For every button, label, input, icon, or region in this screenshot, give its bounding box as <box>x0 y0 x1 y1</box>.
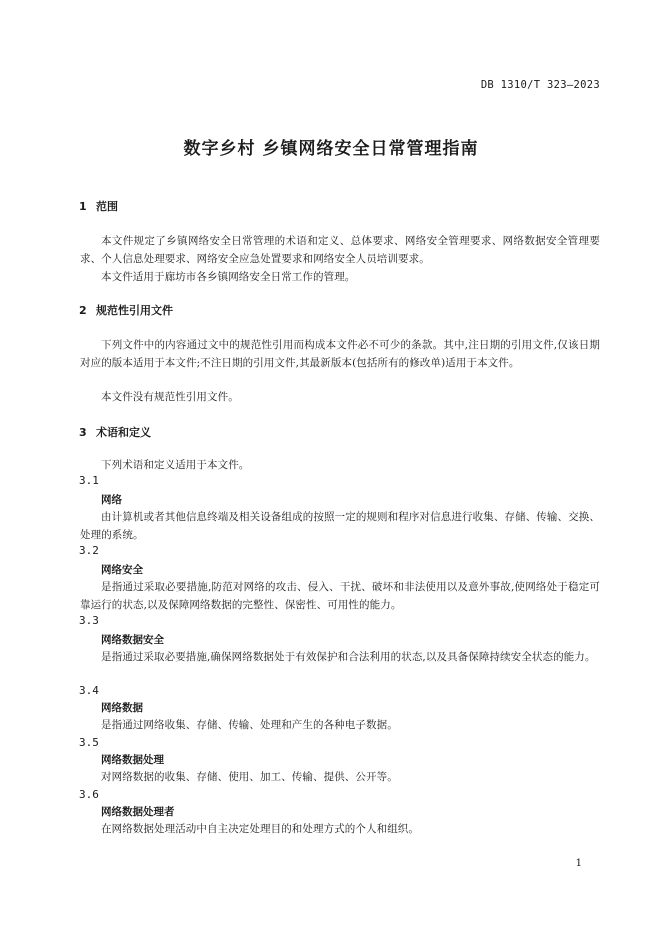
section-2-heading <box>79 302 173 318</box>
section-1-heading <box>79 198 118 214</box>
term-number: 3.4 <box>79 684 99 697</box>
paragraph: 本文件规定了乡镇网络安全日常管理的术语和定义、总体要求、网络安全管理要求、网络数据安全管理要求、个人信息处理要求、网络安全应急处置要求和网络安全人员培训要求。 <box>80 235 600 265</box>
term-number: 3.2 <box>79 544 99 557</box>
term-name: 网络数据处理 <box>101 754 164 766</box>
section-number: 1 <box>79 200 87 213</box>
term-name: 网络数据 <box>101 702 143 714</box>
term-name: 网络数据处理者 <box>101 806 175 818</box>
term-definition: 是指通过采取必要措施,防范对网络的攻击、侵入、干扰、破坏和非法使用以及意外事故,使网络处于稳定可靠运行的状态,以及保障网络数据的完整性、保密性、可用性的能力。 <box>80 581 600 611</box>
section-number: 3 <box>79 426 87 439</box>
term-definition: 由计算机或者其他信息终端及相关设备组成的按照一定的规则和程序对信息进行收集、存储、传输、交换、处理的系统。 <box>80 511 600 541</box>
term-number: 3.5 <box>79 736 99 749</box>
section-title: 规范性引用文件 <box>96 304 173 317</box>
term-definition: 是指通过采取必要措施,确保网络数据处于有效保护和合法利用的状态,以及具备保障持续安全状态的能力。 <box>101 651 596 663</box>
section-title: 术语和定义 <box>96 426 151 439</box>
term-name: 网络安全 <box>101 564 143 576</box>
term-number: 3.3 <box>79 614 99 627</box>
term-number: 3.1 <box>79 474 99 487</box>
term-name: 网络数据安全 <box>101 634 164 646</box>
page-number: 1 <box>575 858 582 869</box>
term-definition: 是指通过网络收集、存储、传输、处理和产生的各种电子数据。 <box>101 719 398 731</box>
paragraph: 本文件适用于廊坊市各乡镇网络安全日常工作的管理。 <box>101 271 356 283</box>
section-3-heading <box>79 424 151 440</box>
paragraph: 下列术语和定义适用于本文件。 <box>101 459 250 471</box>
term-name: 网络 <box>101 494 122 506</box>
section-title: 范围 <box>96 200 118 213</box>
paragraph: 下列文件中的内容通过文中的规范性引用而构成本文件必不可少的条款。其中,注日期的引用文件,仅该日期对应的版本适用于本文件;不注日期的引用文件,其最新版本(包括所有的修改单)适用于本文件。 <box>80 339 600 369</box>
paragraph: 本文件没有规范性引用文件。 <box>101 391 239 403</box>
term-number: 3.6 <box>79 788 99 801</box>
term-definition: 在网络数据处理活动中自主决定处理目的和处理方式的个人和组织。 <box>101 823 419 835</box>
section-number: 2 <box>79 304 87 317</box>
term-definition: 对网络数据的收集、存储、使用、加工、传输、提供、公开等。 <box>101 771 398 783</box>
document-title: 数字乡村 乡镇网络安全日常管理指南 <box>183 139 479 159</box>
document-code: DB 1310/T 323—2023 <box>480 79 600 91</box>
